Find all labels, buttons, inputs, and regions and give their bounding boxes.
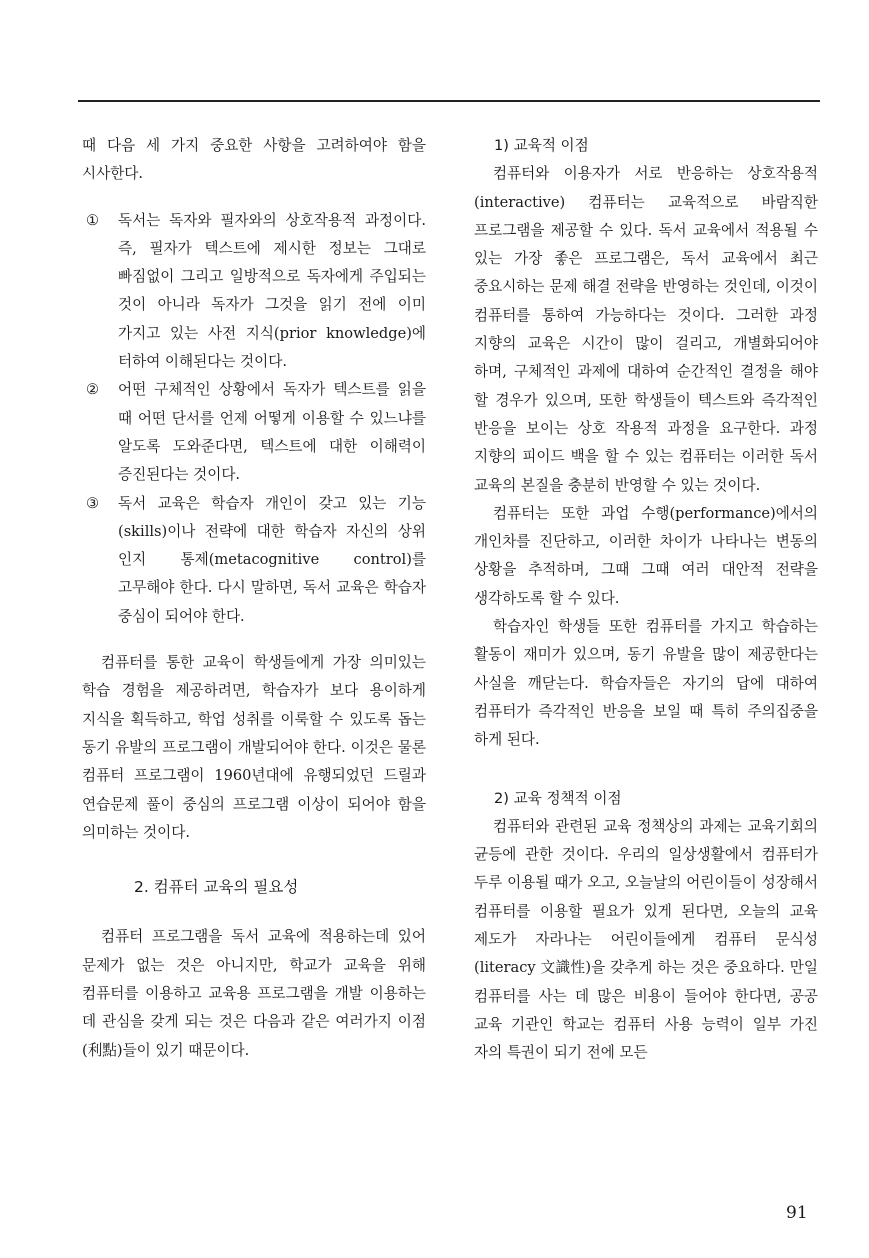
body-paragraph: 컴퓨터와 관련된 교육 정책상의 과제는 교육기회의 균등에 관한 것이다. 우리의 일상생활에서 컴퓨터가 두루 이용될 때가 오고, 오늘날의 어린이들이 성장해서 컴퓨터를 이용할 필요가 있게 된다면, 오늘의 교육 제도가 자라나는 어린이들에게 컴퓨터 문식성(literacy 文識性)을 갖추게 하는 것은 중요하다. 만일 컴퓨터를 사는 데 많은 비용이 들어야 한다면, 공공 교육 기관인 학교는 컴퓨터 사용 능력이 일부 가진 자의 특권이 되기 전에 모든 [474, 817, 818, 1062]
body-paragraph: 컴퓨터는 또한 과업 수행(performance)에서의 개인차를 진단하고, 이러한 차이가 나타나는 변동의 상황을 추적하며, 그때 그때 여러 대안적 전략을 생각하도록 할 수 있다. [474, 504, 818, 607]
intro-paragraph: 때 다음 세 가지 중요한 사항을 고려하여야 함을 시사한다. [82, 137, 426, 183]
body-paragraph: 컴퓨터를 통한 교육이 학생들에게 가장 의미있는 학습 경험을 제공하려면, 학습자가 보다 용이하게 지식을 획득하고, 학업 성취를 이룩할 수 있도록 돕는 동기 유발의 프로그램이 개발되어야 한다. 이것은 물론 컴퓨터 프로그램이 1960년대에 유행되었던 드릴과 연습문제 풀이 중심의 프로그램 이상이 되어야 함을 의미하는 것이다. [82, 654, 426, 841]
page-number: 91 [786, 1203, 808, 1223]
point-item [82, 207, 426, 377]
subsection-heading: 2) 교육 정책적 이점 [494, 789, 622, 807]
right-column [474, 132, 818, 1068]
section-heading: 2. 컴퓨터 교육의 필요성 [134, 878, 299, 897]
point-number: ③ [86, 494, 100, 512]
body-paragraph: 컴퓨터 프로그램을 독서 교육에 적용하는데 있어 문제가 없는 것은 아니지만, 학교가 교육을 위해 컴퓨터를 이용하고 교육용 프로그램을 개발 이용하는 데 관심을 갖게 되는 것은 다음과 같은 여러가지 이점(利點)들이 있기 때문이다. [82, 928, 426, 1059]
point-text: 독서 교육은 학습자 개인이 갖고 있는 기능(skills)이나 전략에 대한 학습자 자신의 상위 인지 통제(metacognitive control)를 고무해야 한다. 다시 말하면, 독서 교육은 학습자 중심이 되어야 한다. [118, 494, 426, 625]
body-paragraph: 컴퓨터와 이용자가 서로 반응하는 상호작용적(interactive) 컴퓨터는 교육적으로 바람직한 프로그램을 제공할 수 있다. 독서 교육에서 적용될 수 있는 가장 좋은 프로그램은, 독서 교육에서 최근 중요시하는 문제 해결 전략을 반영하는 것인데, 이것이 컴퓨터를 통하여 가능하다는 것이다. 그러한 과정 지향의 교육은 시간이 많이 걸리고, 개별화되어야 하며, 구체적인 과제에 대하여 순간적인 결정을 해야 할 경우가 있으며, 또한 학생들이 텍스트와 즉각적인 반응을 보이는 상호 작용적 과정을 요구한다. 과정 지향의 피이드 백을 할 수 있는 컴퓨터는 이러한 독서 교육의 본질을 충분히 반영할 수 있는 것이다. [474, 165, 818, 494]
body-paragraph: 학습자인 학생들 또한 컴퓨터를 가지고 학습하는 활동이 재미가 있으며, 동기 유발을 많이 제공한다는 사실을 깨닫는다. 학습자들은 자기의 답에 대하여 컴퓨터가 즉각적인 반응을 보일 때 특히 주의집중을 하게 된다. [474, 618, 818, 749]
header-rule [78, 100, 820, 102]
subsection-heading: 1) 교육적 이점 [494, 137, 589, 154]
point-number: ① [86, 211, 100, 229]
point-text: 어떤 구체적인 상황에서 독자가 텍스트를 읽을 때 어떤 단서를 언제 어떻게 이용할 수 있느냐를 알도록 도와준다면, 텍스트에 대한 이해력이 증진된다는 것이다. [118, 381, 426, 484]
point-number: ② [86, 381, 100, 399]
numbered-points [82, 207, 426, 631]
point-item [82, 376, 426, 489]
left-column [82, 132, 426, 1065]
point-item [82, 490, 426, 631]
point-text: 독서는 독자와 필자와의 상호작용적 과정이다. 즉, 필자가 텍스트에 제시한 정보는 그대로 빠짐없이 그리고 일방적으로 독자에게 주입되는 것이 아니라 독자가 그것을 읽기 전에 이미 가지고 있는 사전 지식(prior knowledge)에 터하여 이해된다는 것이다. [118, 211, 426, 371]
